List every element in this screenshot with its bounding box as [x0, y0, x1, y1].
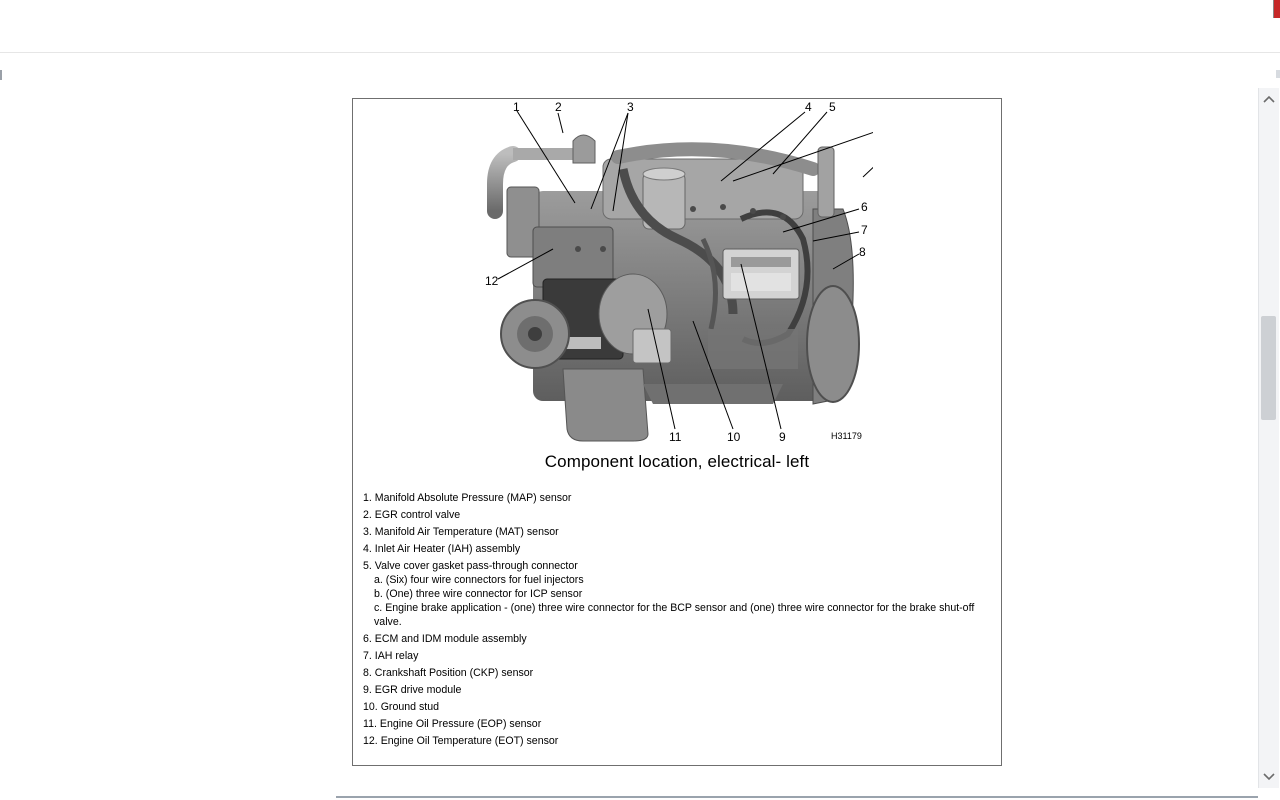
sub-item-letter: b. — [374, 588, 383, 600]
figure-caption: Component location, electrical- left — [544, 452, 810, 471]
list-item — [363, 717, 999, 731]
item-number: 2. — [363, 509, 372, 521]
document-frame — [352, 98, 1002, 766]
callout-12: 12 — [485, 274, 499, 288]
callout-9: 9 — [779, 430, 786, 444]
item-number: 3. — [363, 526, 372, 538]
callout-7: 7 — [861, 223, 868, 237]
callout-1: 1 — [513, 100, 520, 114]
item-text: ECM and IDM module assembly — [374, 633, 527, 645]
sub-list-item — [374, 573, 999, 587]
sub-list-item — [374, 587, 999, 601]
item-number: 1. — [363, 492, 372, 504]
list-item — [363, 683, 999, 697]
list-item — [363, 542, 999, 556]
list-item — [363, 666, 999, 680]
engine-illustration — [483, 99, 873, 451]
item-text: Manifold Air Temperature (MAT) sensor — [374, 526, 559, 538]
callout-6: 6 — [861, 200, 868, 214]
sub-item-text: (Six) four wire connectors for fuel injectors — [385, 574, 584, 586]
sub-item-text: Engine brake application - (one) three wire connector for the BCP sensor and (one) three wire connector for the brake shut-off valve. — [374, 602, 975, 628]
component-legend — [363, 491, 999, 751]
callout-8: 8 — [859, 245, 866, 259]
item-number: 7. — [363, 650, 372, 662]
callout-11: 11 — [669, 430, 682, 444]
list-item — [363, 559, 999, 629]
engine-photo — [495, 135, 859, 441]
top-toolbar-area — [0, 0, 1280, 53]
item-text: Ground stud — [380, 701, 439, 713]
list-item — [363, 491, 999, 505]
item-text: Manifold Absolute Pressure (MAP) sensor — [374, 492, 572, 504]
item-number: 9. — [363, 684, 372, 696]
list-item — [363, 700, 999, 714]
item-text: Engine Oil Temperature (EOT) sensor — [380, 735, 559, 747]
right-edge-mark — [1276, 70, 1280, 78]
list-item — [363, 632, 999, 646]
item-text: Inlet Air Heater (IAH) assembly — [374, 543, 521, 555]
sub-item-letter: c. — [374, 602, 383, 614]
item-number: 12. — [363, 735, 378, 747]
item-number: 5. — [363, 560, 372, 572]
callout-5: 5 — [829, 100, 836, 114]
item-text: Crankshaft Position (CKP) sensor — [374, 667, 534, 679]
list-item — [363, 649, 999, 663]
item-text: Engine Oil Pressure (EOP) sensor — [379, 718, 542, 730]
list-item — [363, 508, 999, 522]
callout-4: 4 — [805, 100, 812, 114]
engine-figure — [483, 99, 873, 451]
callout-3: 3 — [627, 100, 634, 114]
left-edge-mark — [0, 70, 2, 80]
figure-code: H31179 — [831, 431, 862, 441]
item-number: 10. — [363, 701, 378, 713]
item-text: IAH relay — [374, 650, 419, 662]
item-number: 6. — [363, 633, 372, 645]
list-item — [363, 525, 999, 539]
item-text: EGR control valve — [374, 509, 461, 521]
item-number: 8. — [363, 667, 372, 679]
item-number: 4. — [363, 543, 372, 555]
item-text: EGR drive module — [374, 684, 462, 696]
callout-2: 2 — [555, 100, 562, 114]
sub-item-letter: a. — [374, 574, 383, 586]
vertical-scrollbar[interactable] — [1258, 88, 1279, 788]
chevron-up-icon[interactable] — [1259, 88, 1279, 110]
item-number: 11. — [363, 718, 377, 730]
chevron-down-icon[interactable] — [1259, 766, 1279, 788]
bottom-divider — [336, 796, 1258, 798]
sub-list-item — [374, 601, 999, 629]
list-item — [363, 734, 999, 748]
window-corner-mark — [1273, 0, 1280, 18]
item-text: Valve cover gasket pass-through connector — [374, 560, 578, 572]
scrollbar-thumb[interactable] — [1261, 316, 1276, 420]
sub-list — [363, 573, 999, 629]
callout-10: 10 — [727, 430, 741, 444]
sub-item-text: (One) three wire connector for ICP sensor — [385, 588, 583, 600]
